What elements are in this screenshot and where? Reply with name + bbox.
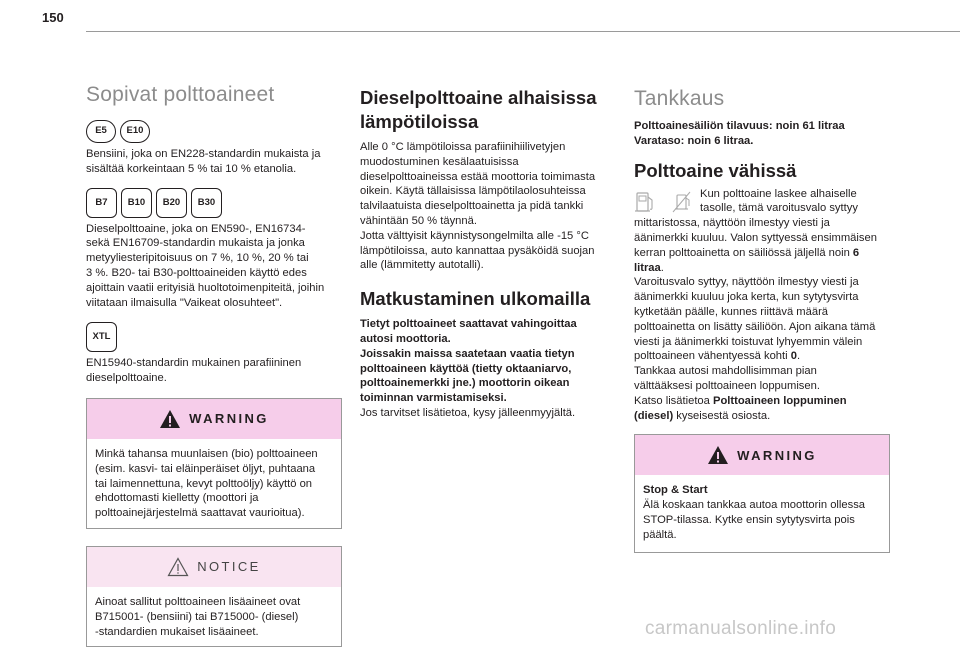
section-title-fuels: Sopivat polttoaineet [86, 83, 275, 106]
cold-diesel-text: Alle 0 °C lämpötiloissa parafiinihiilivetyjen muodostuminen kesälaatuisissa dieselpolttoaineissa estää moottoria toimimasta oikein. Käytä tällaisissa lämpötilaolosuhteissa talvilaatuista dieselpolttoainetta ja pidä tankki vähintään 50 % täynnä. Jotta välttyisit käynnistysongelmilta alle -15 °C lämpötiloissa, auto kannattaa pysäköidä suojan alle (lämmitetty autotalli). [360, 141, 596, 272]
section-title-low-fuel: Polttoaine vähissä [634, 159, 797, 181]
warning-header [87, 399, 341, 439]
diesel-text: Dieselpolttoaine, joka on EN590-, EN16734- sekä EN16709-standardin mukaista ja jonka metyyliesteripitoisuus on 7 %, 10 %, 20 % tai 3 %. B20- tai B30-polttoaineiden käyttö edes ajoittain vaatii erityisiä huoltotoimenpiteitä, joihin viitataan ilmaisulla "Vaikeat olosuhteet". [86, 222, 325, 309]
warning-body-2 [635, 475, 889, 551]
section-title-refuelling: Tankkaus [634, 87, 725, 110]
low-fuel-text-d: Tankkaa autosi mahdollisimman pian välttääksesi polttoaineen loppumisen. [634, 365, 820, 392]
low-fuel-intro [634, 187, 890, 217]
notice-header [87, 547, 341, 587]
abroad-text: Jos tarvitset lisätietoa, kysy jälleenmyyjältä. [360, 406, 576, 419]
tank-capacity-text: Polttoainesäiliön tilavuus: noin 61 litraa Varataso: noin 6 litraa. [634, 120, 845, 147]
badge-row-diesel [86, 188, 342, 218]
fuel-badge-b7: B7 [86, 188, 117, 218]
badge-row-xtl [86, 322, 342, 352]
fuel-low-warning-icon [670, 189, 692, 215]
low-fuel-text-c: Varoitusvalo syttyy, näyttöön ilmestyy viesti ja äänimerkki kuuluu joka kerta, kun sytytysvirta kytketään päälle, kunnes riittävä määrä polttoainetta on lisätty säiliöön. Ajon aikana tämä viesti ja äänimerkki toistuvat lyhyemmin välein polttoaineen vähentyessä kohti 0. [634, 276, 876, 363]
abroad-bold-text: Tietyt polttoaineet saattavat vahingoittaa autosi moottoria. Joissakin maissa saatetaan vaatia tietyn polttoaineen käyttöä (tietty oktaaniarvo, polttoainemerkki jne.) moottorin oikean toiminnan varmistamiseksi. [360, 318, 577, 405]
fuel-badge-b30: B30 [191, 188, 222, 218]
stop-start-text: Älä koskaan tankkaa autoa moottorin ollessa STOP-tilassa. Kytke ensin sytytysvirta pois päältä. [643, 499, 866, 541]
fuel-pump-icon [634, 189, 656, 215]
warning-header-2 [635, 435, 889, 475]
column-diesel-travel [360, 86, 612, 421]
warning-box-stop-start [634, 434, 890, 552]
badge-row-petrol [86, 120, 342, 143]
notice-title: NOTICE [197, 559, 261, 575]
watermark: carmanualsonline.info [645, 618, 837, 639]
fuel-badge-b10: B10 [121, 188, 152, 218]
low-fuel-text-e: Katso lisätietoa Polttoaineen loppuminen (diesel) kyseisestä osiosta. [634, 394, 847, 422]
page-number: 150 [42, 10, 64, 25]
fuel-badge-e5: E5 [86, 120, 116, 143]
warning-triangle-icon [159, 409, 181, 429]
notice-box-additives [86, 546, 342, 647]
low-fuel-text-a: Kun polttoaine laskee alhaiselle tasolle, tämä varoitusvalo syttyy [700, 187, 858, 215]
notice-triangle-icon [167, 557, 189, 577]
section-title-cold-diesel: Dieselpolttoaine alhaisissa lämpötiloissa [360, 87, 597, 132]
low-fuel-icons [634, 187, 692, 217]
stop-start-label: Stop & Start [643, 484, 708, 497]
petrol-text: Bensiini, joka on EN228-standardin mukaista ja sisältää korkeintaan 5 % tai 10 % etanolia. [86, 148, 321, 175]
warning-text: Minkä tahansa muunlaisen (bio) polttoaineen (esim. kasvi- tai eläinperäiset öljyt, puhtaana tai laimennettuna, kevyt polttoöljy) käyttö on ehdottomasti kielletty (moottori ja polttoainejärjestelmä saattavat vaurioitua). [95, 447, 318, 520]
notice-text: Ainoat sallitut polttoaineen lisäaineet ovat B715001- (bensiini) tai B715000- (diesel) -standardien mukaiset lisäaineet. [95, 595, 301, 638]
low-fuel-text-b: mittaristossa, näyttöön ilmestyy viesti ja äänimerkki kuuluu. Valon syttyessä ensimmäisen kerran polttoainetta on säiliössä jäljellä noin 6 litraa. [634, 217, 877, 274]
fuel-badge-xtl: XTL [86, 322, 117, 352]
column-fuels [86, 80, 342, 647]
warning-triangle-icon [707, 445, 729, 465]
xtl-text: EN15940-standardin mukainen parafiininen dieselpolttoaine. [86, 357, 302, 385]
top-divider [86, 31, 960, 32]
warning-title-2: WARNING [737, 447, 817, 463]
warning-box-fuels [86, 398, 342, 529]
section-title-abroad: Matkustaminen ulkomailla [360, 288, 591, 310]
fuel-badge-b20: B20 [156, 188, 187, 218]
column-refuelling [634, 84, 890, 553]
warning-title: WARNING [189, 411, 269, 427]
fuel-badge-e10: E10 [120, 120, 150, 143]
